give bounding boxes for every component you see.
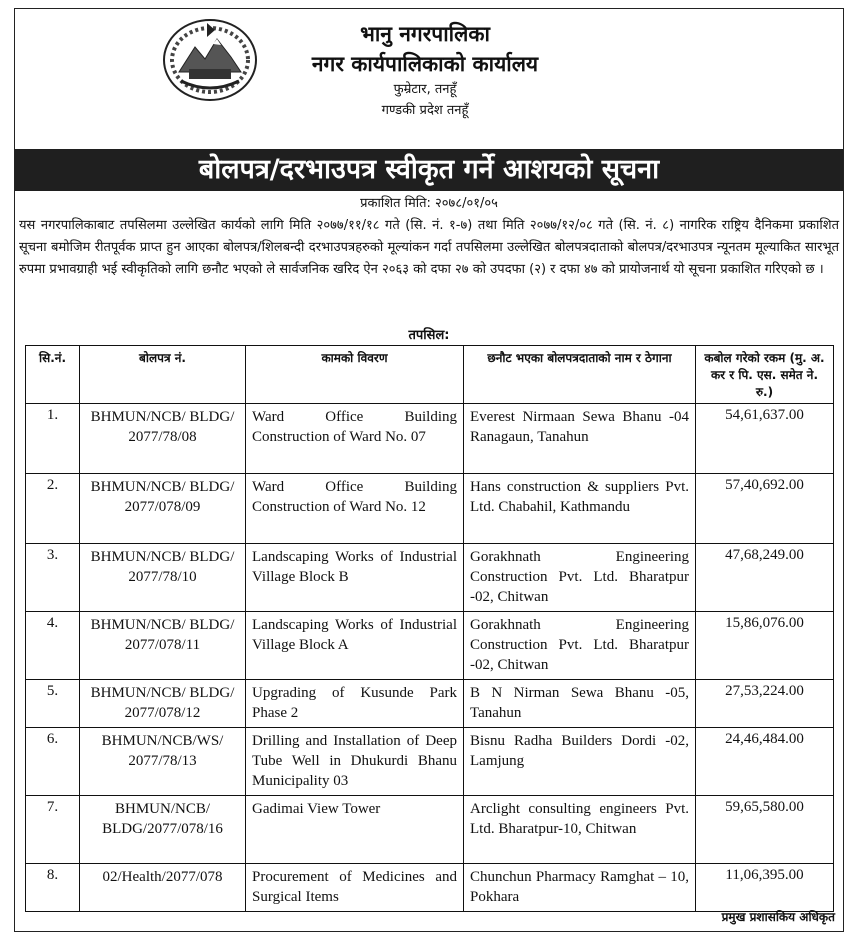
header-ref: बोलपत्र नं.: [80, 346, 246, 404]
table-row: [26, 404, 834, 474]
office-address: फुम्रेटार, तनहूँ: [393, 82, 457, 97]
table-row: [26, 864, 834, 912]
table-row: [26, 796, 834, 864]
municipality-name: भानु नगरपालिका: [360, 22, 490, 46]
row-sn: 2.: [26, 474, 80, 544]
notice-title-banner: बोलपत्र/दरभाउपत्र स्वीकृत गर्ने आशयको सूचना: [15, 149, 843, 191]
row-bidder: Bisnu Radha Builders Dordi -02, Lamjung: [464, 728, 696, 796]
row-desc: Ward Office Building Construction of Ward No. 07: [246, 404, 464, 474]
province-line: गण्डकी प्रदेश तनहूँ: [381, 103, 469, 118]
table-row: [26, 544, 834, 612]
table-header-row: [26, 346, 834, 404]
row-amount: 59,65,580.00: [696, 796, 834, 864]
row-desc: Upgrading of Kusunde Park Phase 2: [246, 680, 464, 728]
row-sn: 4.: [26, 612, 80, 680]
row-ref: BHMUN/NCB/WS/ 2077/78/13: [80, 728, 246, 796]
row-bidder: Everest Nirmaan Sewa Bhanu -04 Ranagaun, Tanahun: [464, 404, 696, 474]
row-amount: 47,68,249.00: [696, 544, 834, 612]
row-ref: BHMUN/NCB/ BLDG/ 2077/078/12: [80, 680, 246, 728]
header-bidder: छनौट भएका बोलपत्रदाताको नाम र ठेगाना: [464, 346, 696, 404]
row-sn: 5.: [26, 680, 80, 728]
row-desc: Landscaping Works of Industrial Village Block A: [246, 612, 464, 680]
row-bidder: Hans construction & suppliers Pvt. Ltd. Chabahil, Kathmandu: [464, 474, 696, 544]
row-ref: BHMUN/NCB/ BLDG/2077/078/16: [80, 796, 246, 864]
row-bidder: Gorakhnath Engineering Construction Pvt. Ltd. Bharatpur -02, Chitwan: [464, 544, 696, 612]
row-sn: 6.: [26, 728, 80, 796]
row-amount: 54,61,637.00: [696, 404, 834, 474]
row-bidder: Arclight consulting engineers Pvt. Ltd. Bharatpur-10, Chitwan: [464, 796, 696, 864]
row-sn: 1.: [26, 404, 80, 474]
row-bidder: B N Nirman Sewa Bhanu -05, Tanahun: [464, 680, 696, 728]
table-row: [26, 612, 834, 680]
row-ref: BHMUN/NCB/ BLDG/ 2077/78/10: [80, 544, 246, 612]
row-ref: 02/Health/2077/078: [80, 864, 246, 912]
row-desc: Gadimai View Tower: [246, 796, 464, 864]
row-desc: Procurement of Medicines and Surgical Items: [246, 864, 464, 912]
row-amount: 24,46,484.00: [696, 728, 834, 796]
row-sn: 7.: [26, 796, 80, 864]
row-ref: BHMUN/NCB/ BLDG/ 2077/78/08: [80, 404, 246, 474]
signatory-title: प्रमुख प्रशासकिय अधिकृत: [721, 910, 835, 924]
header-sn: सि.नं.: [26, 346, 80, 404]
schedule-title: तपसिल:: [408, 328, 450, 343]
row-desc: Ward Office Building Construction of Ward No. 12: [246, 474, 464, 544]
table-row: [26, 474, 834, 544]
row-bidder: Chunchun Pharmacy Ramghat – 10, Pokhara: [464, 864, 696, 912]
award-table: [25, 345, 834, 912]
header-amount: कबोल गरेको रकम (मु. अ. कर र पि. एस. समेत ने. रु.): [696, 346, 834, 404]
row-sn: 8.: [26, 864, 80, 912]
office-name: नगर कार्यपालिकाको कार्यालय: [311, 52, 539, 76]
row-amount: 11,06,395.00: [696, 864, 834, 912]
row-amount: 57,40,692.00: [696, 474, 834, 544]
row-ref: BHMUN/NCB/ BLDG/ 2077/078/11: [80, 612, 246, 680]
row-desc: Drilling and Installation of Deep Tube Well in Dhukurdi Bhanu Municipality 03: [246, 728, 464, 796]
row-amount: 15,86,076.00: [696, 612, 834, 680]
office-header: [265, 19, 585, 121]
notice-page: [14, 8, 844, 932]
table-row: [26, 680, 834, 728]
row-sn: 3.: [26, 544, 80, 612]
nepal-emblem-icon: [161, 17, 259, 103]
notice-body: यस नगरपालिकाबाट तपसिलमा उल्लेखित कार्यको लागि मिति २०७७/११/१८ गते (सि. नं. १-७) तथा मिति २०७७/१२/०८ गते (सि. नं. ८) नागरिक राष्ट्रिय दैनिकमा प्रकाशित सूचना बमोजिम रीतपूर्वक प्राप्त हुन आएका बोलपत्र/शिलबन्दी दरभाउपत्रहरुको मूल्यांकन गर्दा तपसिलमा उल्लेखित बोलपत्रदाताको बोलपत्र/दरभाउपत्र न्यूनतम मूल्याकित सारभूत रुपमा प्रभावग्राही भई स्वीकृतिको लागि छनौट भएको ले सार्वजनिक खरिद ऐन २०६३ को दफा २७ को उपदफा (२) र दफा ४७ को प्रायोजनार्थ यो सूचना प्रकाशित गरिएको छ ।: [19, 218, 839, 277]
row-amount: 27,53,224.00: [696, 680, 834, 728]
row-desc: Landscaping Works of Industrial Village Block B: [246, 544, 464, 612]
published-date: प्रकाशित मिति: २०७८/०१/०५: [360, 196, 498, 211]
table-row: [26, 728, 834, 796]
row-ref: BHMUN/NCB/ BLDG/ 2077/078/09: [80, 474, 246, 544]
header-desc: कामको विवरण: [246, 346, 464, 404]
row-bidder: Gorakhnath Engineering Construction Pvt. Ltd. Bharatpur -02, Chitwan: [464, 612, 696, 680]
